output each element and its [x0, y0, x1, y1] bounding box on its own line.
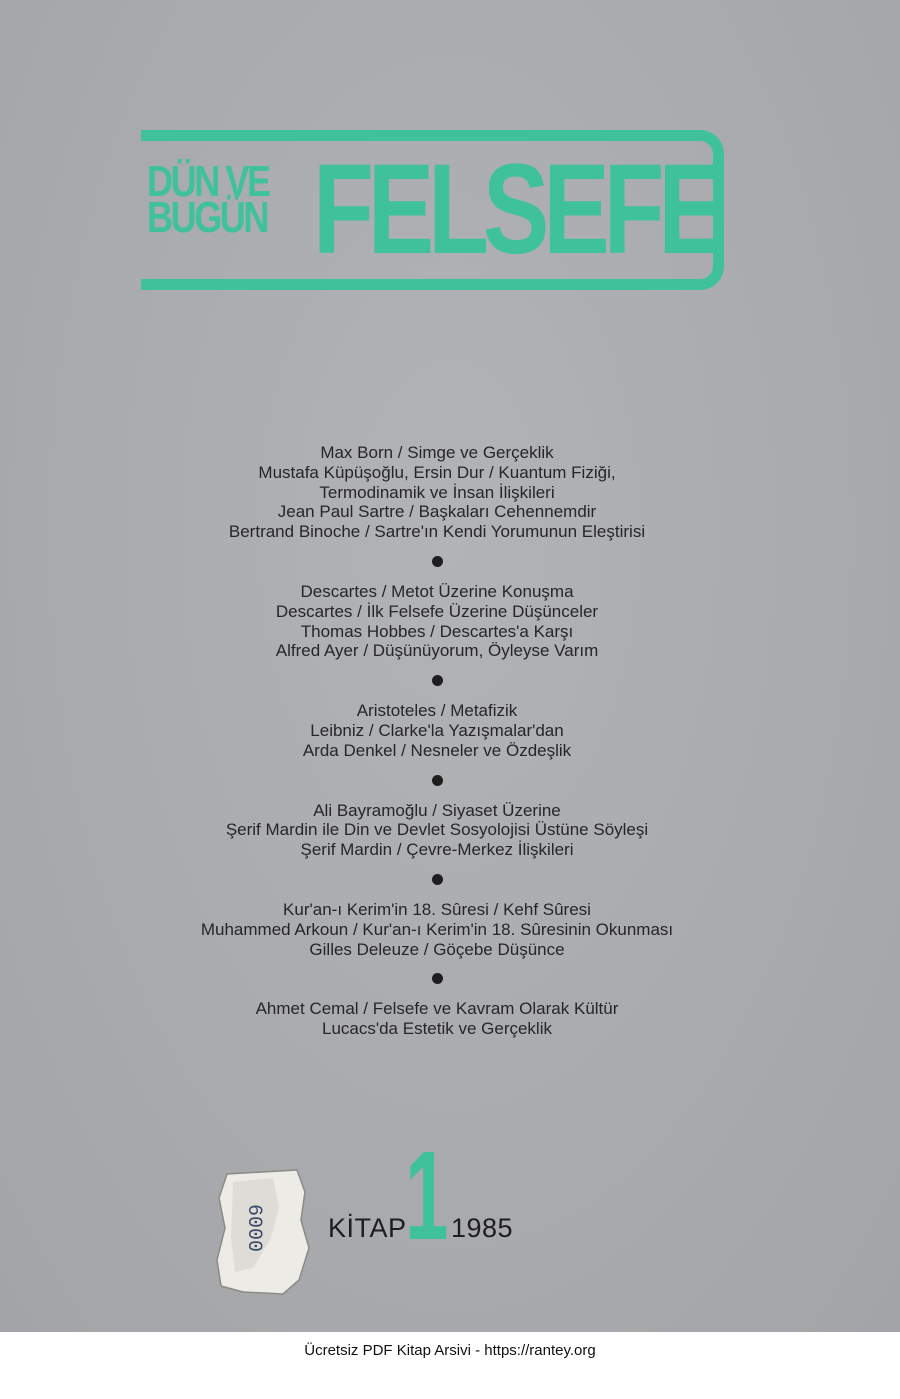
section-bullet — [432, 675, 443, 686]
contents-entry: Mustafa Küpüşoğlu, Ersin Dur / Kuantum Fiziği, — [258, 462, 616, 482]
contents-entry: Ahmet Cemal / Felsefe ve Kavram Olarak Kültür — [255, 999, 619, 1019]
table-of-contents — [0, 443, 874, 1039]
contents-entry: Ali Bayramoğlu / Siyaset Üzerine — [313, 800, 561, 820]
contents-group — [0, 701, 874, 760]
magazine-logo — [141, 130, 724, 290]
library-stamp — [213, 1168, 313, 1296]
contents-entry: Bertrand Binoche / Sartre'ın Kendi Yorumunun Eleştirisi — [228, 522, 646, 542]
contents-group — [0, 582, 874, 661]
contents-entry: Jean Paul Sartre / Başkaları Cehennemdir — [277, 502, 597, 522]
contents-entry: Alfred Ayer / Düşünüyorum, Öyleyse Varım — [275, 641, 599, 661]
logo-subtitle-line-1: DÜN VE — [147, 157, 269, 206]
contents-entry: Leibniz / Clarke'la Yazışmalar'dan — [310, 720, 564, 740]
contents-entry: Aristoteles / Metafizik — [356, 701, 518, 721]
section-bullet — [432, 973, 443, 984]
issue-number: 1 — [405, 1125, 449, 1266]
contents-entry: Arda Denkel / Nesneler ve Özdeşlik — [302, 740, 572, 760]
contents-entry: Şerif Mardin / Çevre-Merkez İlişkileri — [300, 840, 574, 860]
contents-entry: Max Born / Simge ve Gerçeklik — [320, 443, 554, 462]
logo-title: FELSEFE — [313, 138, 719, 281]
contents-entry: Gilles Deleuze / Göçebe Düşünce — [309, 939, 565, 959]
section-bullet — [432, 775, 443, 786]
contents-entry: Lucacs'da Estetik ve Gerçeklik — [321, 1019, 552, 1039]
logo-subtitle — [147, 157, 286, 242]
contents-entry: Descartes / İlk Felsefe Üzerine Düşünceler — [275, 601, 599, 621]
contents-group — [0, 900, 874, 959]
library-stamp-number: 6000 — [242, 1204, 265, 1253]
contents-group — [0, 999, 874, 1039]
section-bullet — [432, 556, 443, 567]
contents-entry: Kur'an-ı Kerim'in 18. Sûresi / Kehf Sûresi — [283, 899, 591, 919]
logo-subtitle-line-2: BUGÜN — [147, 193, 267, 242]
contents-entry: Descartes / Metot Üzerine Konuşma — [300, 581, 574, 601]
contents-group — [0, 801, 874, 860]
section-bullet — [432, 874, 443, 885]
issue-label: KİTAP — [328, 1213, 407, 1243]
archive-footer — [0, 1342, 900, 1359]
contents-entry: Termodinamik ve İnsan İlişkileri — [319, 482, 555, 502]
issue-year: 1985 — [451, 1213, 514, 1243]
contents-entry: Şerif Mardin ile Din ve Devlet Sosyolojisi Üstüne Söyleşi — [225, 820, 649, 840]
contents-entry: Thomas Hobbes / Descartes'a Karşı — [300, 621, 574, 641]
archive-footer-text: Ücretsiz PDF Kitap Arsivi - https://rantey.org — [304, 1342, 596, 1359]
contents-group — [0, 443, 874, 542]
contents-entry: Muhammed Arkoun / Kur'an-ı Kerim'in 18. Sûresinin Okunması — [200, 919, 674, 939]
